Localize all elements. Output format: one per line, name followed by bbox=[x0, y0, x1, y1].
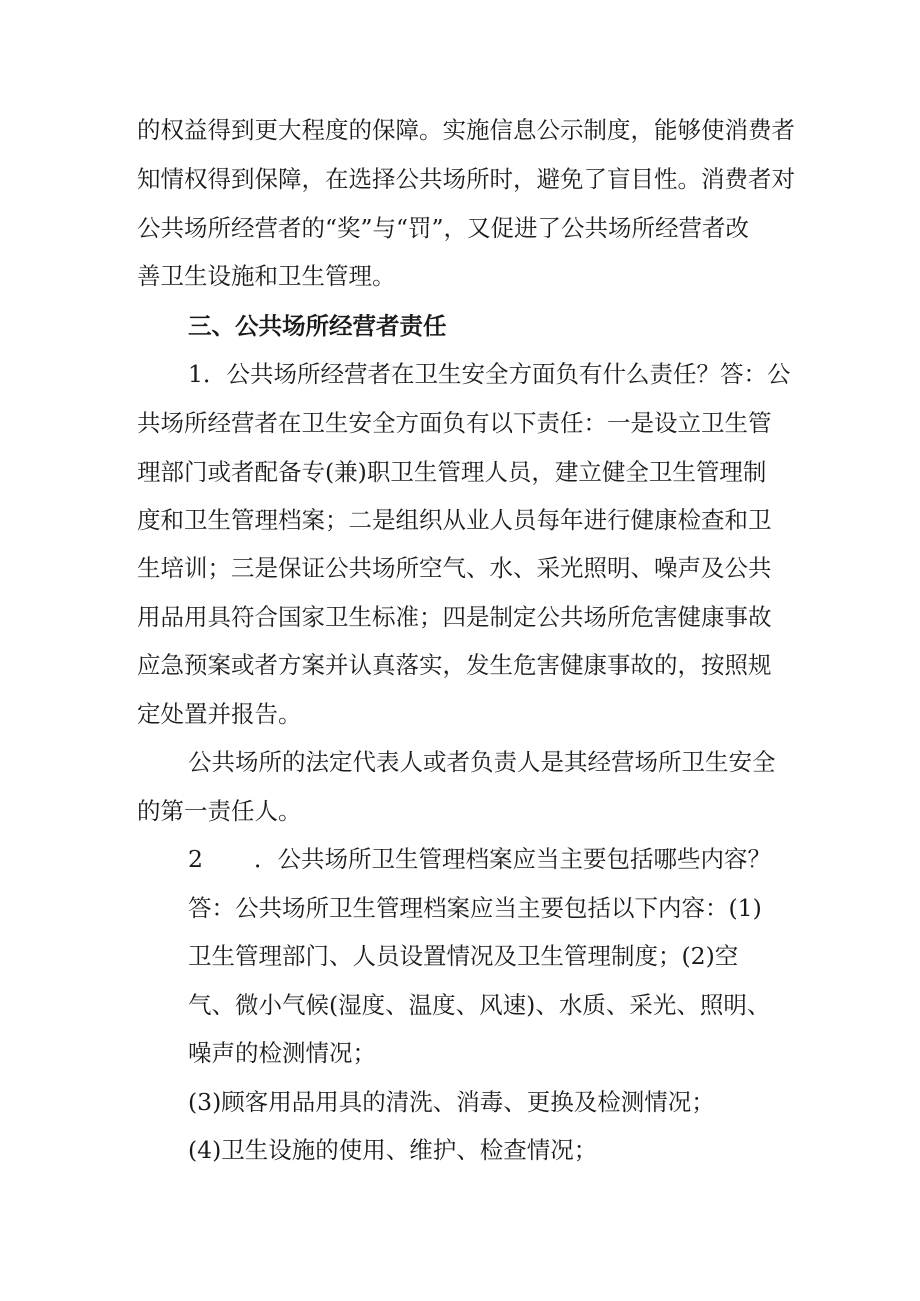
answer-line: 定处置并报告。 bbox=[137, 700, 302, 728]
answer-line: 度和卫生管理档案；二是组织从业人员每年进行健康检查和卫 bbox=[137, 506, 772, 534]
question-line bbox=[188, 843, 771, 875]
paragraph-line: 的权益得到更大程度的保障。实施信息公示制度，能够使消费者 bbox=[137, 116, 795, 144]
paragraph-line: 善卫生设施和卫生管理。 bbox=[137, 262, 396, 290]
question-number: 2 bbox=[188, 845, 203, 873]
list-item: (3)顾客用品用具的清洗、消毒、更换及检测情况； bbox=[188, 1088, 715, 1116]
section-heading: 三、公共场所经营者责任 bbox=[188, 312, 447, 340]
question-line: 1．公共场所经营者在卫生安全方面负有什么责任？答：公 bbox=[188, 360, 791, 388]
answer-line: 答：公共场所卫生管理档案应当主要包括以下内容：(1) bbox=[188, 894, 762, 922]
question-text: ．公共场所卫生管理档案应当主要包括哪些内容？ bbox=[254, 845, 771, 873]
answer-line: 共场所经营者在卫生安全方面负有以下责任：一是设立卫生管 bbox=[137, 409, 772, 437]
paragraph-line: 的第一责任人。 bbox=[137, 797, 302, 825]
answer-line: 生培训；三是保证公共场所空气、水、采光照明、噪声及公共 bbox=[137, 554, 772, 582]
answer-line: 理部门或者配备专(兼)职卫生管理人员，建立健全卫生管理制 bbox=[137, 458, 767, 486]
list-item: (4)卫生设施的使用、维护、检查情况； bbox=[188, 1136, 598, 1164]
answer-line: 气、微小气候(湿度、温度、风速)、水质、采光、照明、 bbox=[188, 991, 771, 1019]
answer-line: 应急预案或者方案并认真落实，发生危害健康事故的，按照规 bbox=[137, 651, 772, 679]
paragraph-line: 公共场所经营者的“奖”与“罚”，又促进了公共场所经营者改 bbox=[137, 214, 750, 242]
answer-line: 卫生管理部门、人员设置情况及卫生管理制度；(2)空 bbox=[188, 942, 739, 970]
paragraph-line: 知情权得到保障，在选择公共场所时，避免了盲目性。消费者对 bbox=[137, 165, 795, 193]
answer-line: 噪声的检测情况； bbox=[188, 1039, 376, 1067]
paragraph-line: 公共场所的法定代表人或者负责人是其经营场所卫生安全 bbox=[188, 748, 776, 776]
answer-line: 用品用具符合国家卫生标准；四是制定公共场所危害健康事故 bbox=[137, 603, 772, 631]
